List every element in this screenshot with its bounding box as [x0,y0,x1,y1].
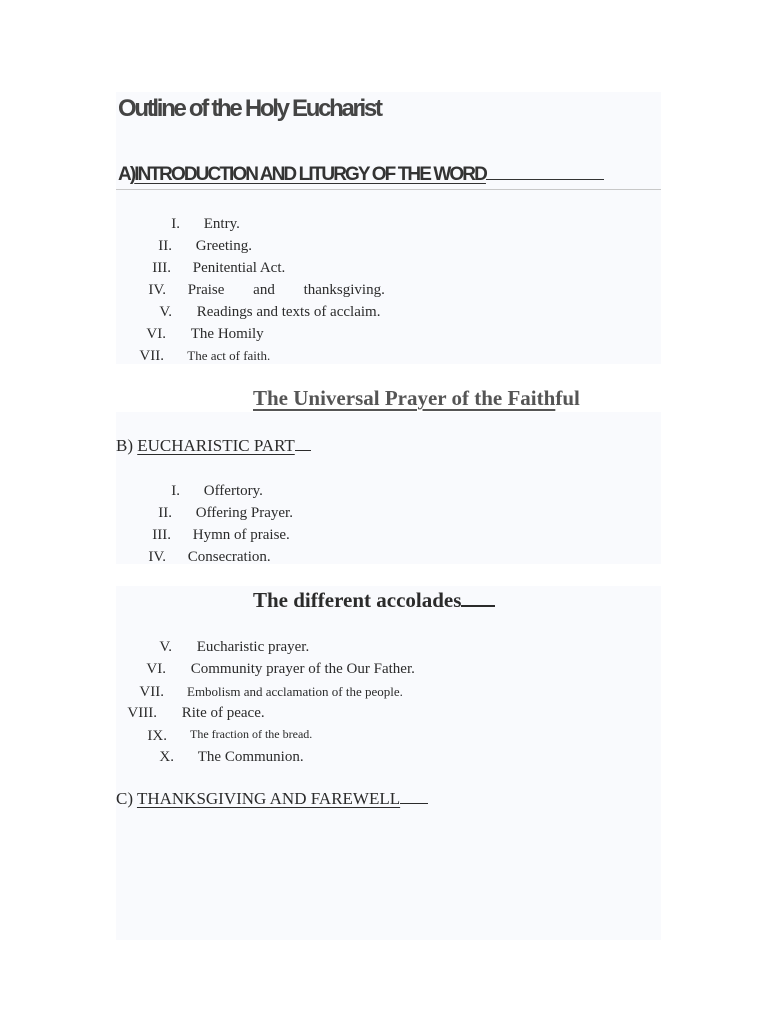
section-b-prefix: B) [116,436,138,455]
list-text: Entry. [203,216,240,232]
list-item [111,260,285,277]
list-text: Offertory. [203,483,263,499]
list-text: Consecration. [187,549,271,565]
list-item [112,639,309,656]
underline-extension [486,165,604,180]
list-number: V. [159,639,172,655]
list-number: VII. [139,348,164,364]
section-b-title: EUCHARISTIC PART [137,436,295,455]
subheading-text-end: ful [555,386,580,410]
list-item [112,304,380,321]
list-item [97,705,265,722]
list-text: Community prayer of the Our Father. [190,661,415,677]
list-text: Hymn of praise. [192,527,290,543]
list-text: The Homily [190,326,264,342]
list-number: II. [158,238,172,254]
section-b-heading [116,436,311,456]
list-number: II. [158,505,172,521]
document-title: Outline of the Holy Eucharist [118,95,381,122]
list-item [120,483,263,500]
list-item [107,727,312,745]
section-c-heading [116,789,428,809]
list-number: III. [152,260,171,276]
list-number: IX. [147,728,167,744]
list-text: The act of faith. [187,348,271,363]
underline-extension [400,789,428,804]
list-text: Greeting. [195,238,252,254]
subheading-text: The Universal Prayer of the Faith [253,386,556,410]
list-item [106,661,415,678]
list-number: VIII. [127,705,157,721]
list-item [104,348,270,365]
list-item [104,684,403,701]
list-number: VI. [146,326,166,342]
list-item [106,282,385,299]
section-a-heading [118,164,604,186]
subheading-different-accolades [253,587,495,613]
list-text: The Communion. [197,749,304,765]
list-text: Offering Prayer. [195,505,293,521]
list-item [106,549,271,566]
list-item [112,238,252,255]
section-a-title: INTRODUCTION AND LITURGY OF THE WORD [134,164,486,185]
list-number: VI. [146,661,166,677]
list-number: I. [171,483,180,499]
list-text: Readings and texts of acclaim. [196,304,381,320]
list-number: VII. [139,684,164,700]
list-item [111,527,290,544]
list-text: Eucharistic prayer. [196,639,310,655]
list-item [112,505,293,522]
list-text: The fraction of the bread. [190,727,313,741]
subheading-universal-prayer [253,386,580,411]
section-c-prefix: C) [116,789,137,808]
horizontal-rule [116,189,661,190]
section-a-prefix: A) [118,164,135,185]
underline-extension [461,587,495,607]
list-number: IV. [148,549,166,565]
section-c-title: THANKSGIVING AND FAREWELL [136,789,401,808]
subheading-text: The different accolades [253,588,462,612]
panel-gap [116,564,661,586]
list-number: X. [159,749,174,765]
list-text: Penitential Act. [192,260,286,276]
list-item [106,326,264,343]
list-number: I. [171,216,180,232]
list-text: Praise and thanksgiving. [187,282,385,298]
list-number: IV. [148,282,166,298]
list-text: Embolism and acclamation of the people. [187,684,403,699]
list-item [120,216,240,233]
list-item [114,749,304,766]
underline-extension [295,436,311,451]
list-number: V. [159,304,172,320]
list-text: Rite of peace. [181,705,265,721]
list-number: III. [152,527,171,543]
